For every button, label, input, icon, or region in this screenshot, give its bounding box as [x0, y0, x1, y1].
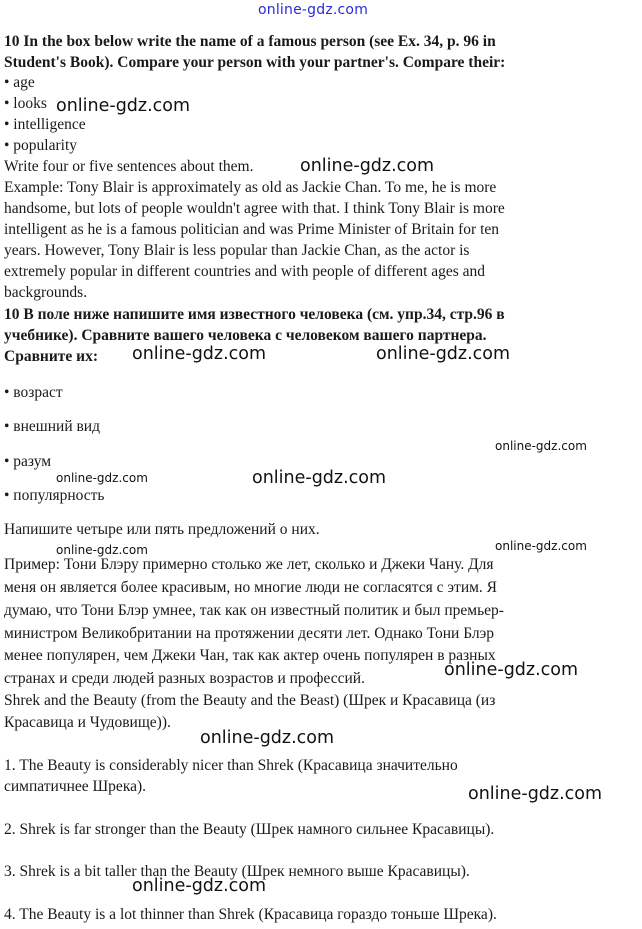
ex10-en-heading-line2: Student's Book). Compare your person with your partner's. Compare their:: [4, 54, 506, 71]
ex10-ru-instruction: Напишите четыре или пять предложений о них.: [4, 521, 320, 538]
ex10-en-bullet-age: • age: [4, 74, 35, 91]
ex10-en-bullet-intelligence: • intelligence: [4, 116, 86, 133]
watermark: online-gdz.com: [56, 471, 148, 485]
ex10-ru-example-line: странах и среди людей разных возрастов и профессий.: [4, 670, 365, 687]
ex10-ru-example-line: меня он является более красивым, но многие люди не согласятся с этим. Я: [4, 579, 498, 596]
ex10-en-bullet-looks: • looks: [4, 95, 47, 112]
ex10-en-example-line: intelligent as he is a famous politician and was Prime Minister of Britain for ten: [4, 221, 500, 238]
ex10-en-example-line: extremely popular in different countries and with people of different ages and: [4, 263, 486, 280]
watermark: online-gdz.com: [132, 344, 267, 364]
answer-item-4: 4. The Beauty is a lot thinner than Shrek (Красавица гораздо тоньше Шрека).: [4, 906, 497, 923]
ex10-en-bullet-popularity: • popularity: [4, 137, 78, 154]
watermark-top: online-gdz.com: [258, 2, 369, 18]
answer-item-1-line2: симпатичнее Шрека).: [4, 778, 147, 795]
ex10-ru-bullet-intelligence: • разум: [4, 453, 52, 470]
watermark: online-gdz.com: [300, 156, 435, 176]
ex10-ru-example-line: министром Великобритании на протяжении десяти лет. Однако Тони Блэр: [4, 625, 495, 642]
ex10-ru-bullet-popularity: • популярность: [4, 487, 105, 504]
ex10-ru-bullet-looks: • внешний вид: [4, 418, 100, 435]
ex10-en-example-line: handsome, but lots of people wouldn't agree with that. I think Tony Blair is more: [4, 200, 505, 217]
watermark: online-gdz.com: [495, 539, 587, 553]
ex10-ru-heading-line3: Сравните их:: [4, 348, 99, 365]
watermark: online-gdz.com: [495, 439, 587, 453]
watermark: online-gdz.com: [252, 468, 387, 488]
watermark: online-gdz.com: [132, 876, 267, 896]
ex10-ru-example-line: думаю, что Тони Блэр умнее, так как он известный политик и был премьер-: [4, 602, 504, 619]
answer-intro-line1: Shrek and the Beauty (from the Beauty and the Beast) (Шрек и Красавица (из: [4, 692, 496, 709]
answer-intro-line2: Красавица и Чудовище)).: [4, 714, 171, 731]
ex10-en-example-line: backgrounds.: [4, 284, 88, 301]
watermark: online-gdz.com: [56, 96, 191, 116]
ex10-en-example-line: years. However, Tony Blair is less popular than Jackie Chan, as the actor is: [4, 242, 470, 259]
watermark: online-gdz.com: [200, 728, 335, 748]
watermark: online-gdz.com: [56, 543, 148, 557]
ex10-en-example-line: Example: Tony Blair is approximately as old as Jackie Chan. To me, he is more: [4, 179, 497, 196]
answer-item-3: 3. Shrek is a bit taller than the Beauty (Шрек немного выше Красавицы).: [4, 863, 470, 880]
ex10-en-instruction: Write four or five sentences about them.: [4, 158, 254, 175]
ex10-ru-heading-line1: 10 В поле ниже напишите имя известного человека (см. упр.34, стр.96 в: [4, 306, 505, 323]
answer-item-1-line1: 1. The Beauty is considerably nicer than Shrek (Красавица значительно: [4, 757, 458, 774]
watermark: online-gdz.com: [444, 660, 579, 680]
ex10-ru-example-line: Пример: Тони Блэру примерно столько же лет, сколько и Джеки Чану. Для: [4, 556, 494, 573]
ex10-ru-example-line: менее популярен, чем Джеки Чан, так как актер очень популярен в разных: [4, 647, 496, 664]
ex10-ru-bullet-age: • возраст: [4, 384, 63, 401]
ex10-ru-heading-line2: учебнике). Сравните вашего человека с человеком вашего партнера.: [4, 327, 487, 344]
ex10-en-heading-line1: 10 In the box below write the name of a famous person (see Ex. 34, p. 96 in: [4, 33, 496, 50]
watermark: online-gdz.com: [376, 344, 511, 364]
watermark: online-gdz.com: [468, 784, 603, 804]
answer-item-2: 2. Shrek is far stronger than the Beauty (Шрек намного сильнее Красавицы).: [4, 821, 495, 838]
